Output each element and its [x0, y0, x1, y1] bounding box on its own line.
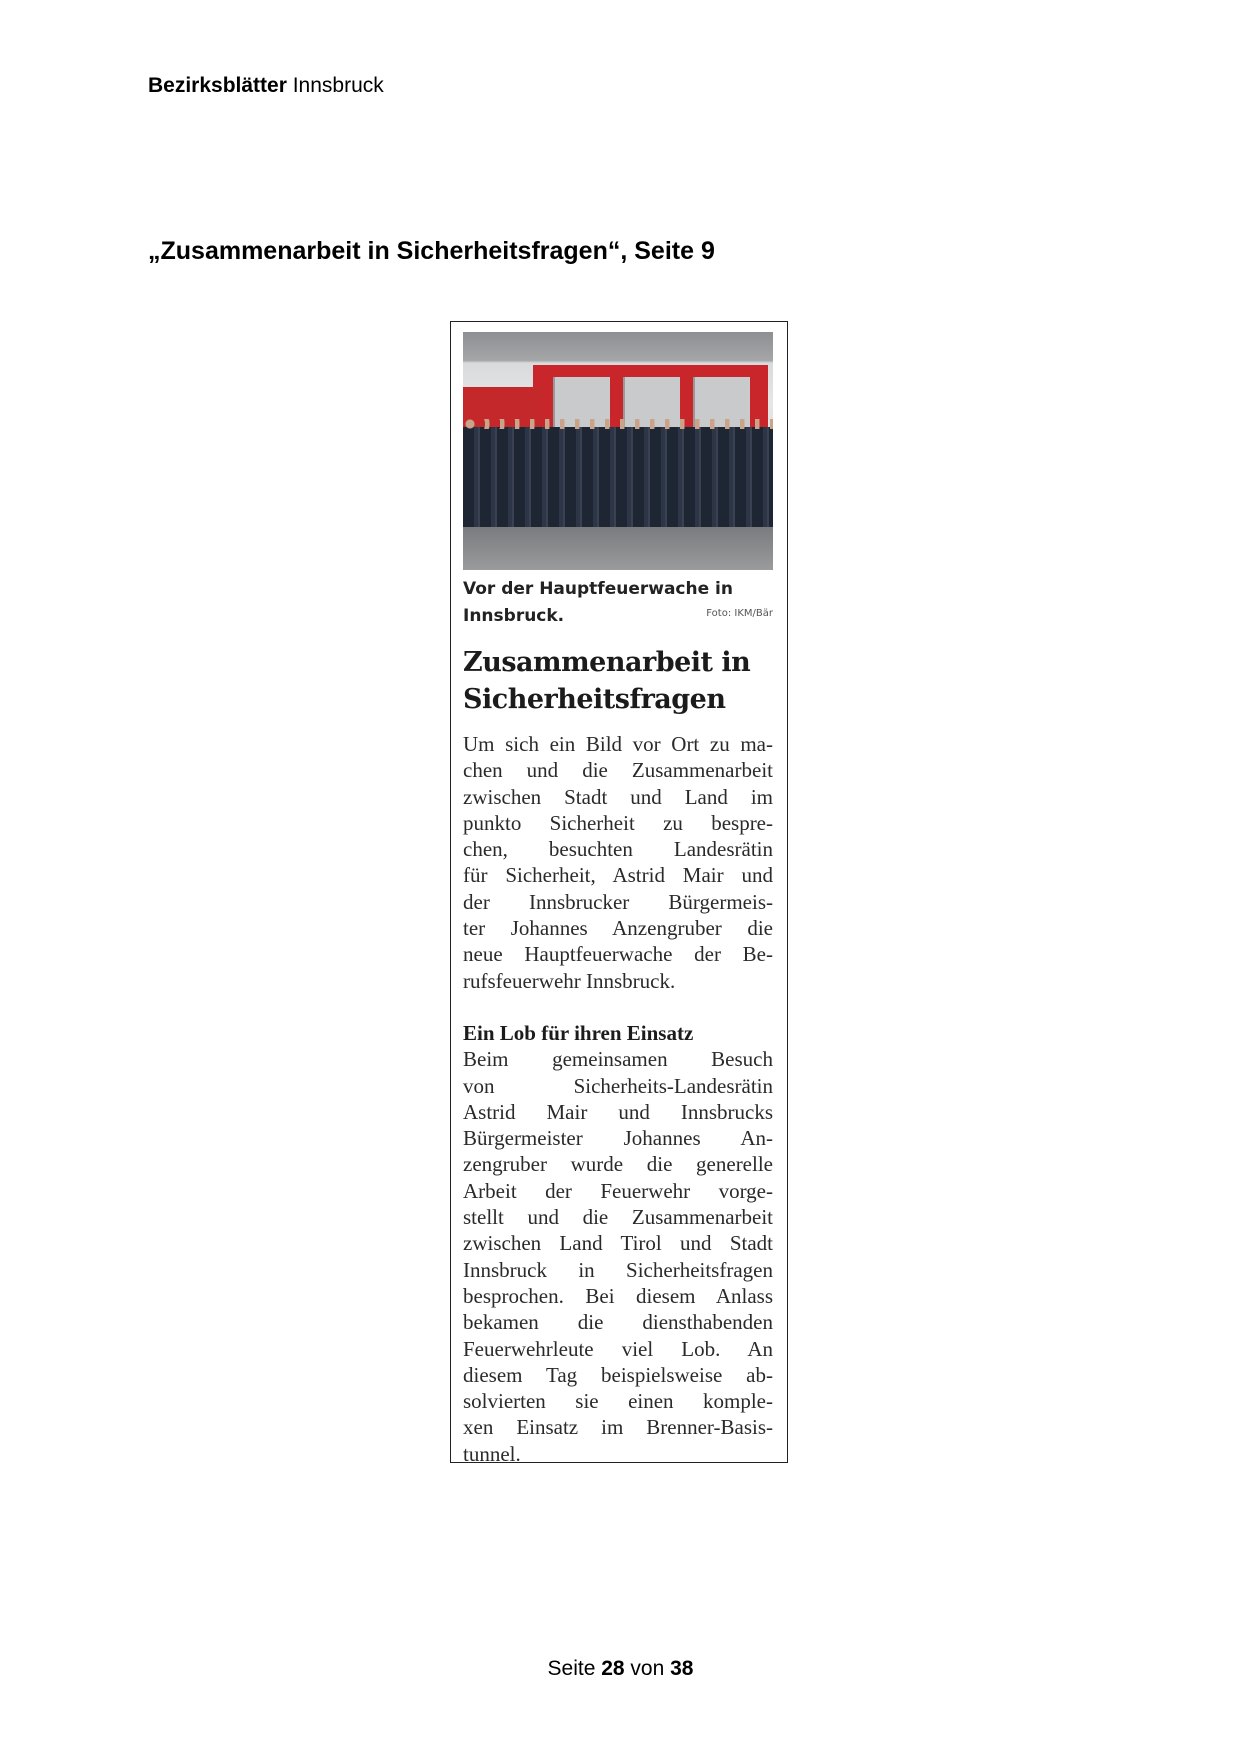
- body-line: Innsbruck in Sicherheitsfragen: [463, 1257, 773, 1282]
- publication-name: Bezirksblätter: [148, 74, 287, 97]
- body-line: von Sicherheits-Landesrätin: [463, 1073, 773, 1098]
- body-line: chen und die Zusammenarbeit: [463, 758, 773, 783]
- body-line: Bürgermeister Johannes An-: [463, 1126, 773, 1151]
- body-line: Um sich ein Bild vor Ort zu ma-: [463, 732, 773, 756]
- floor: [463, 527, 773, 570]
- body-line: zengruber wurde die generelle: [463, 1152, 773, 1177]
- body-line: solvierten sie einen komple-: [463, 1389, 773, 1414]
- page-number: [0, 1657, 1241, 1681]
- body-line: ter Johannes Anzengruber die: [463, 916, 773, 941]
- current-page: 28: [601, 1657, 625, 1680]
- group-of-people: [463, 427, 773, 527]
- body-line: zwischen Land Tirol und Stadt: [463, 1231, 773, 1256]
- total-pages: 38: [670, 1657, 694, 1680]
- body-line: der Innsbrucker Bürgermeis-: [463, 889, 773, 914]
- body-line: besprochen. Bei diesem Anlass: [463, 1283, 773, 1308]
- publication-region: Innsbruck: [286, 74, 384, 97]
- body-line: neue Hauptfeuerwache der Be-: [463, 942, 773, 967]
- document-title: „Zusammenarbeit in Sicherheitsfragen“, Seite 9: [148, 237, 715, 265]
- article-subheading: Ein Lob für ihren Einsatz: [463, 1020, 694, 1045]
- body-line: Beim gemeinsamen Besuch: [463, 1047, 773, 1072]
- headline-line: Sicherheitsfragen: [463, 684, 726, 715]
- body-line: rufsfeuerwehr Innsbruck.: [463, 968, 676, 993]
- body-line: zwischen Stadt und Land im: [463, 784, 773, 809]
- body-line: punkto Sicherheit zu bespre-: [463, 810, 773, 835]
- page-middle: von: [624, 1657, 671, 1680]
- body-line: chen, besuchten Landesrätin: [463, 837, 773, 862]
- body-line: stellt und die Zusammenarbeit: [463, 1205, 773, 1230]
- article-headline: [463, 644, 773, 718]
- body-line: tunnel.: [463, 1441, 521, 1463]
- body-line: bekamen die diensthabenden: [463, 1310, 773, 1335]
- article-photo: [463, 332, 773, 570]
- headline-line: Zusammenarbeit in: [463, 647, 751, 678]
- publication-header: [148, 74, 384, 98]
- page-prefix: Seite: [547, 1657, 602, 1680]
- photo-caption: [463, 576, 773, 630]
- body-line: Arbeit der Feuerwehr vorge-: [463, 1178, 773, 1203]
- body-line: xen Einsatz im Brenner-Basis-: [463, 1415, 773, 1440]
- body-line: für Sicherheit, Astrid Mair und: [463, 863, 773, 888]
- photo-credit: Foto: IKM/Bär: [706, 608, 773, 619]
- caption-text: Vor der Hauptfeuerwache in Innsbruck.: [463, 579, 733, 626]
- body-line: Astrid Mair und Innsbrucks: [463, 1099, 773, 1124]
- body-line: Feuerwehrleute viel Lob. An: [463, 1336, 773, 1361]
- article-clipping: [450, 321, 788, 1463]
- body-line: diesem Tag beispielsweise ab-: [463, 1362, 773, 1387]
- article-body: [463, 731, 773, 1463]
